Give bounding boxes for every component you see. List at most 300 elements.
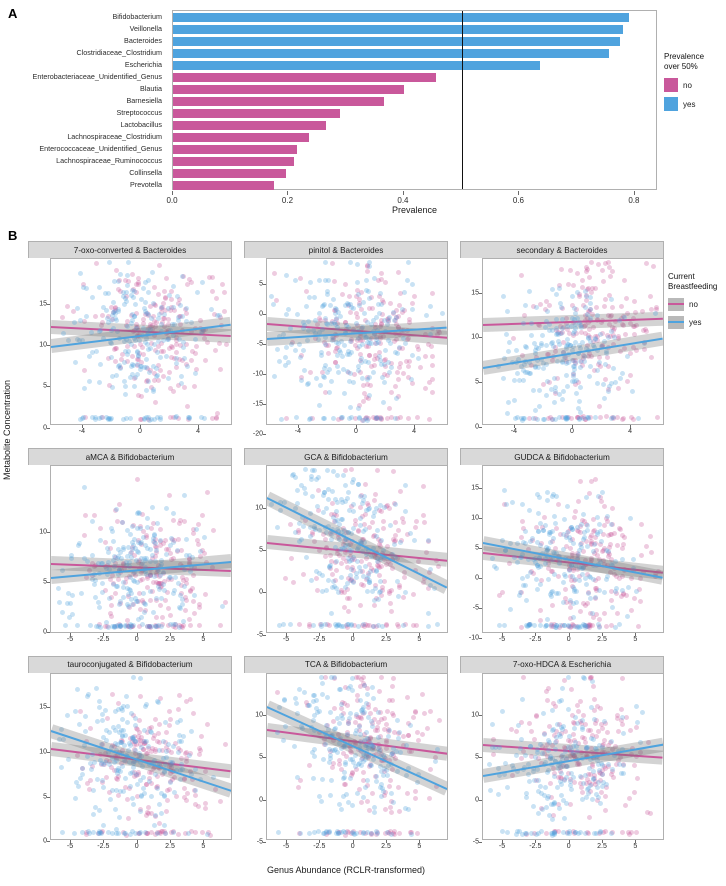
data-point <box>168 780 173 785</box>
facet-3-xtick-mark-0 <box>70 633 71 636</box>
facet-title-1: pinitol & Bacteroides <box>244 241 448 258</box>
data-point <box>131 675 136 680</box>
data-point <box>318 383 323 388</box>
legend-prevalence-title-line2: over 50% <box>664 62 698 71</box>
data-point <box>314 477 319 482</box>
data-point <box>150 270 155 275</box>
data-point <box>103 540 108 545</box>
data-point <box>562 778 567 783</box>
facet-plot-6 <box>50 673 232 840</box>
data-point <box>372 810 377 815</box>
data-point <box>192 384 197 389</box>
data-point <box>316 488 321 493</box>
data-point <box>97 605 102 610</box>
data-point <box>500 829 505 834</box>
data-point <box>492 564 497 569</box>
data-point <box>535 750 540 755</box>
data-point <box>56 586 61 591</box>
facet-7-ytick-2: 5 <box>259 753 263 761</box>
data-point <box>356 368 361 373</box>
data-point <box>72 831 77 836</box>
data-point <box>632 299 637 304</box>
facet-2-ytick-0: 0 <box>475 423 479 431</box>
data-point <box>136 617 141 622</box>
data-point <box>600 772 605 777</box>
data-point <box>389 810 394 815</box>
data-point <box>272 271 277 276</box>
legend-breastfeeding-title <box>668 272 726 292</box>
facet-8-xtick-mark-2 <box>569 840 570 843</box>
data-point <box>610 767 615 772</box>
data-point <box>63 623 68 628</box>
data-point <box>550 589 555 594</box>
data-point <box>620 557 625 562</box>
data-point <box>598 332 603 337</box>
data-point <box>121 290 126 295</box>
data-point <box>566 623 571 628</box>
data-point <box>185 364 190 369</box>
data-point <box>331 579 336 584</box>
data-point <box>374 774 379 779</box>
data-point <box>334 509 339 514</box>
data-point <box>545 490 550 495</box>
facet-4-xtick-mark-2 <box>353 633 354 636</box>
data-point <box>602 523 607 528</box>
data-point <box>610 506 615 511</box>
data-point <box>575 525 580 530</box>
data-point <box>501 376 506 381</box>
facet-3-xtick-mark-2 <box>137 633 138 636</box>
data-point <box>210 275 215 280</box>
data-point <box>144 357 149 362</box>
data-point <box>490 556 495 561</box>
data-point <box>420 692 425 697</box>
data-point <box>600 726 605 731</box>
data-point <box>113 807 118 812</box>
data-point <box>532 623 537 628</box>
data-point <box>324 588 329 593</box>
data-point <box>164 749 169 754</box>
data-point <box>167 493 172 498</box>
facet-plot-5 <box>482 465 664 632</box>
facet-6-xtick-mark-1 <box>103 840 104 843</box>
data-point <box>330 765 335 770</box>
data-point <box>282 697 287 702</box>
bar-lactobacillus <box>173 121 326 130</box>
facet-6-xtick-4: 5 <box>201 842 206 850</box>
data-point <box>497 745 502 750</box>
data-point <box>371 514 376 519</box>
facet-5-xtick-4: 5 <box>633 635 638 643</box>
data-point <box>403 509 408 514</box>
data-point <box>125 352 130 357</box>
data-point <box>91 830 96 835</box>
data-point <box>376 735 381 740</box>
data-point <box>510 500 515 505</box>
legend-swatch-no <box>664 78 678 92</box>
data-point <box>155 831 160 836</box>
data-point <box>131 295 136 300</box>
data-point <box>545 309 550 314</box>
data-point <box>552 514 557 519</box>
data-point <box>537 388 542 393</box>
data-point <box>611 415 616 420</box>
data-point <box>345 496 350 501</box>
data-point <box>292 744 297 749</box>
data-point <box>329 611 334 616</box>
data-point <box>150 505 155 510</box>
data-point <box>598 801 603 806</box>
data-point <box>132 537 137 542</box>
data-point <box>528 539 533 544</box>
data-point <box>57 600 62 605</box>
data-point <box>634 725 639 730</box>
data-point <box>574 391 579 396</box>
data-point <box>430 291 435 296</box>
legend-swatch-yes <box>664 97 678 111</box>
data-point <box>205 490 210 495</box>
data-point <box>196 804 201 809</box>
facet-3-ytick-2: 10 <box>39 528 47 536</box>
data-point <box>332 279 337 284</box>
data-point <box>121 789 126 794</box>
data-point <box>356 624 361 629</box>
data-point <box>149 794 154 799</box>
facet-6-xtick-0: -5 <box>66 842 74 850</box>
data-point <box>130 796 135 801</box>
facet-5-xtick-mark-2 <box>569 633 570 636</box>
legend-bf-item-yes[interactable] <box>668 316 726 329</box>
facet-0-xtick-2: 4 <box>196 428 201 436</box>
data-point <box>163 538 168 543</box>
data-point <box>138 830 143 835</box>
legend-breastfeeding-title-line1: Current <box>668 272 695 281</box>
data-point <box>91 812 96 817</box>
data-point <box>397 809 402 814</box>
data-point <box>389 609 394 614</box>
data-point <box>411 715 416 720</box>
data-point <box>599 539 604 544</box>
data-point <box>199 415 204 420</box>
data-point <box>383 348 388 353</box>
data-point <box>634 704 639 709</box>
data-point <box>403 483 408 488</box>
data-point <box>73 709 78 714</box>
x-tick-label-3: 0.6 <box>512 196 524 205</box>
facet-5-xtick-mark-1 <box>535 633 536 636</box>
data-point <box>578 385 583 390</box>
data-point <box>107 730 112 735</box>
data-point <box>94 686 99 691</box>
data-point <box>536 811 541 816</box>
bar-bifidobacterium <box>173 13 629 22</box>
data-point <box>118 272 123 277</box>
data-point <box>75 687 80 692</box>
data-point <box>577 578 582 583</box>
facet-5-xtick-mark-3 <box>602 633 603 636</box>
legend-bf-item-no[interactable] <box>668 298 726 311</box>
data-point <box>577 399 582 404</box>
data-point <box>135 362 140 367</box>
data-point <box>336 370 341 375</box>
data-point <box>631 557 636 562</box>
data-point <box>500 709 505 714</box>
data-point <box>542 515 547 520</box>
data-point <box>395 718 400 723</box>
facet-0-ytick-3: 15 <box>39 300 47 308</box>
facet-2-ytick-2: 10 <box>471 333 479 341</box>
data-point <box>632 790 637 795</box>
data-point <box>167 723 172 728</box>
data-point <box>60 315 65 320</box>
data-point <box>529 333 534 338</box>
data-point <box>320 304 325 309</box>
data-point <box>589 705 594 710</box>
data-point <box>343 282 348 287</box>
facet-0-xtick-1: 0 <box>138 428 142 436</box>
data-point <box>141 775 146 780</box>
data-point <box>604 577 609 582</box>
data-point <box>578 365 583 370</box>
facet-3-ytick-0: 0 <box>43 628 47 636</box>
data-point <box>527 721 532 726</box>
data-point <box>323 260 328 265</box>
facet-x-axis-4 <box>266 633 448 646</box>
data-point <box>520 519 525 524</box>
facet-4-xtick-4: 5 <box>417 635 422 643</box>
data-point <box>437 718 442 723</box>
data-point <box>506 349 511 354</box>
legend-bf-swatch-yes <box>668 316 684 329</box>
data-point <box>381 400 386 405</box>
data-point <box>142 610 147 615</box>
data-point <box>327 390 332 395</box>
data-point <box>423 386 428 391</box>
data-point <box>136 550 141 555</box>
facet-5-xtick-2: 0 <box>566 635 571 643</box>
data-point <box>504 502 509 507</box>
data-point <box>97 699 102 704</box>
data-point <box>557 699 562 704</box>
data-point <box>123 831 128 836</box>
data-point <box>649 550 654 555</box>
data-point <box>187 753 192 758</box>
data-point <box>354 311 359 316</box>
data-point <box>370 306 375 311</box>
data-point <box>188 623 193 628</box>
data-point <box>99 415 104 420</box>
data-point <box>272 374 277 379</box>
facet-title-5: GUDCA & Bifidobacterium <box>460 448 664 465</box>
data-point <box>122 379 127 384</box>
facet-1-ytick-0: 5 <box>259 280 263 288</box>
legend-prevalence <box>664 52 726 116</box>
data-point <box>218 367 223 372</box>
data-point <box>192 593 197 598</box>
data-point <box>550 817 555 822</box>
data-point <box>192 611 197 616</box>
data-point <box>543 624 548 629</box>
data-point <box>616 729 621 734</box>
data-point <box>397 345 402 350</box>
data-point <box>523 583 528 588</box>
data-point <box>542 417 547 422</box>
data-point <box>421 484 426 489</box>
data-point <box>355 280 360 285</box>
data-point <box>311 623 316 628</box>
data-point <box>592 831 597 836</box>
data-point <box>182 584 187 589</box>
facet-plot-2 <box>482 258 664 425</box>
data-point <box>124 416 129 421</box>
data-point <box>189 729 194 734</box>
data-point <box>379 302 384 307</box>
data-point <box>374 569 379 574</box>
data-point <box>545 796 550 801</box>
data-point <box>65 713 70 718</box>
data-point <box>576 709 581 714</box>
data-point <box>565 504 570 509</box>
data-point <box>319 624 324 629</box>
bar-label-2: Bacteroides <box>124 36 162 45</box>
data-point <box>320 692 325 697</box>
data-point <box>122 302 127 307</box>
data-point <box>76 543 81 548</box>
data-point <box>103 291 108 296</box>
data-point <box>107 596 112 601</box>
data-point <box>182 385 187 390</box>
data-point <box>60 610 65 615</box>
data-point <box>617 318 622 323</box>
data-point <box>338 687 343 692</box>
data-point <box>119 556 124 561</box>
data-point <box>78 709 83 714</box>
data-point <box>367 296 372 301</box>
data-point <box>592 717 597 722</box>
data-point <box>275 347 280 352</box>
facet-5-ytick-2: 0 <box>475 574 479 582</box>
data-point <box>325 292 330 297</box>
data-point <box>125 528 130 533</box>
data-point <box>205 722 210 727</box>
data-point <box>132 384 137 389</box>
data-point <box>622 278 627 283</box>
data-point <box>125 602 130 607</box>
data-point <box>141 317 146 322</box>
data-point <box>123 384 128 389</box>
data-point <box>157 722 162 727</box>
data-point <box>393 520 398 525</box>
data-point <box>605 730 610 735</box>
bar-chart-plot-area <box>172 10 657 190</box>
facet-0-ytick-0: 0 <box>43 424 47 432</box>
data-point <box>177 605 182 610</box>
data-point <box>585 787 590 792</box>
data-point <box>546 748 551 753</box>
data-point <box>125 273 130 278</box>
data-point <box>82 485 87 490</box>
legend-item-yes[interactable] <box>664 97 726 111</box>
data-point <box>569 771 574 776</box>
data-point <box>126 816 131 821</box>
facet-x-axis-0 <box>50 425 232 438</box>
facet-8-xtick-mark-1 <box>535 840 536 843</box>
data-point <box>544 805 549 810</box>
data-point <box>87 379 92 384</box>
data-point <box>412 294 417 299</box>
bar-label-8: Streptococcus <box>116 108 162 117</box>
data-point <box>527 289 532 294</box>
data-point <box>557 415 562 420</box>
facet-5-ytick-0: -10 <box>468 634 479 642</box>
bar-enterococcaceae_unidentified_genus <box>173 145 297 154</box>
data-point <box>336 831 341 836</box>
data-point <box>389 390 394 395</box>
data-point <box>573 509 578 514</box>
facet-0-xtick-0: -4 <box>78 428 86 436</box>
data-point <box>139 394 144 399</box>
data-point <box>109 603 114 608</box>
bar-label-5: Enterobacteriaceae_Unidentified_Genus <box>32 72 162 81</box>
data-point <box>655 415 660 420</box>
x-tick-label-2: 0.4 <box>397 196 409 205</box>
facet-0-ytick-1: 5 <box>43 382 47 390</box>
data-point <box>146 379 151 384</box>
data-point <box>606 762 611 767</box>
data-point <box>601 382 606 387</box>
data-point <box>378 291 383 296</box>
data-point <box>644 544 649 549</box>
data-point <box>580 718 585 723</box>
data-point <box>548 540 553 545</box>
data-point <box>573 326 578 331</box>
facet-1 <box>244 241 448 438</box>
data-point <box>171 744 176 749</box>
data-point <box>580 735 585 740</box>
facet-3-xtick-0: -5 <box>66 635 74 643</box>
data-point <box>193 793 198 798</box>
data-point <box>388 805 393 810</box>
data-point <box>111 539 116 544</box>
data-point <box>572 515 577 520</box>
data-point <box>372 498 377 503</box>
facet-y-axis-0 <box>28 258 50 432</box>
facet-8-xtick-4: 5 <box>633 842 638 850</box>
data-point <box>505 830 510 835</box>
data-point <box>560 686 565 691</box>
data-point <box>505 411 510 416</box>
data-point <box>314 576 319 581</box>
data-point <box>418 365 423 370</box>
data-point <box>173 575 178 580</box>
data-point <box>387 506 392 511</box>
legend-item-no[interactable] <box>664 78 726 92</box>
data-point <box>595 785 600 790</box>
data-point <box>121 545 126 550</box>
data-point <box>281 622 286 627</box>
data-point <box>578 609 583 614</box>
data-point <box>135 580 140 585</box>
data-point <box>440 311 445 316</box>
data-point <box>136 510 141 515</box>
data-point <box>335 750 340 755</box>
data-point <box>596 262 601 267</box>
data-point <box>317 278 322 283</box>
data-point <box>294 701 299 706</box>
data-point <box>200 513 205 518</box>
data-point <box>157 587 162 592</box>
data-point <box>222 290 227 295</box>
